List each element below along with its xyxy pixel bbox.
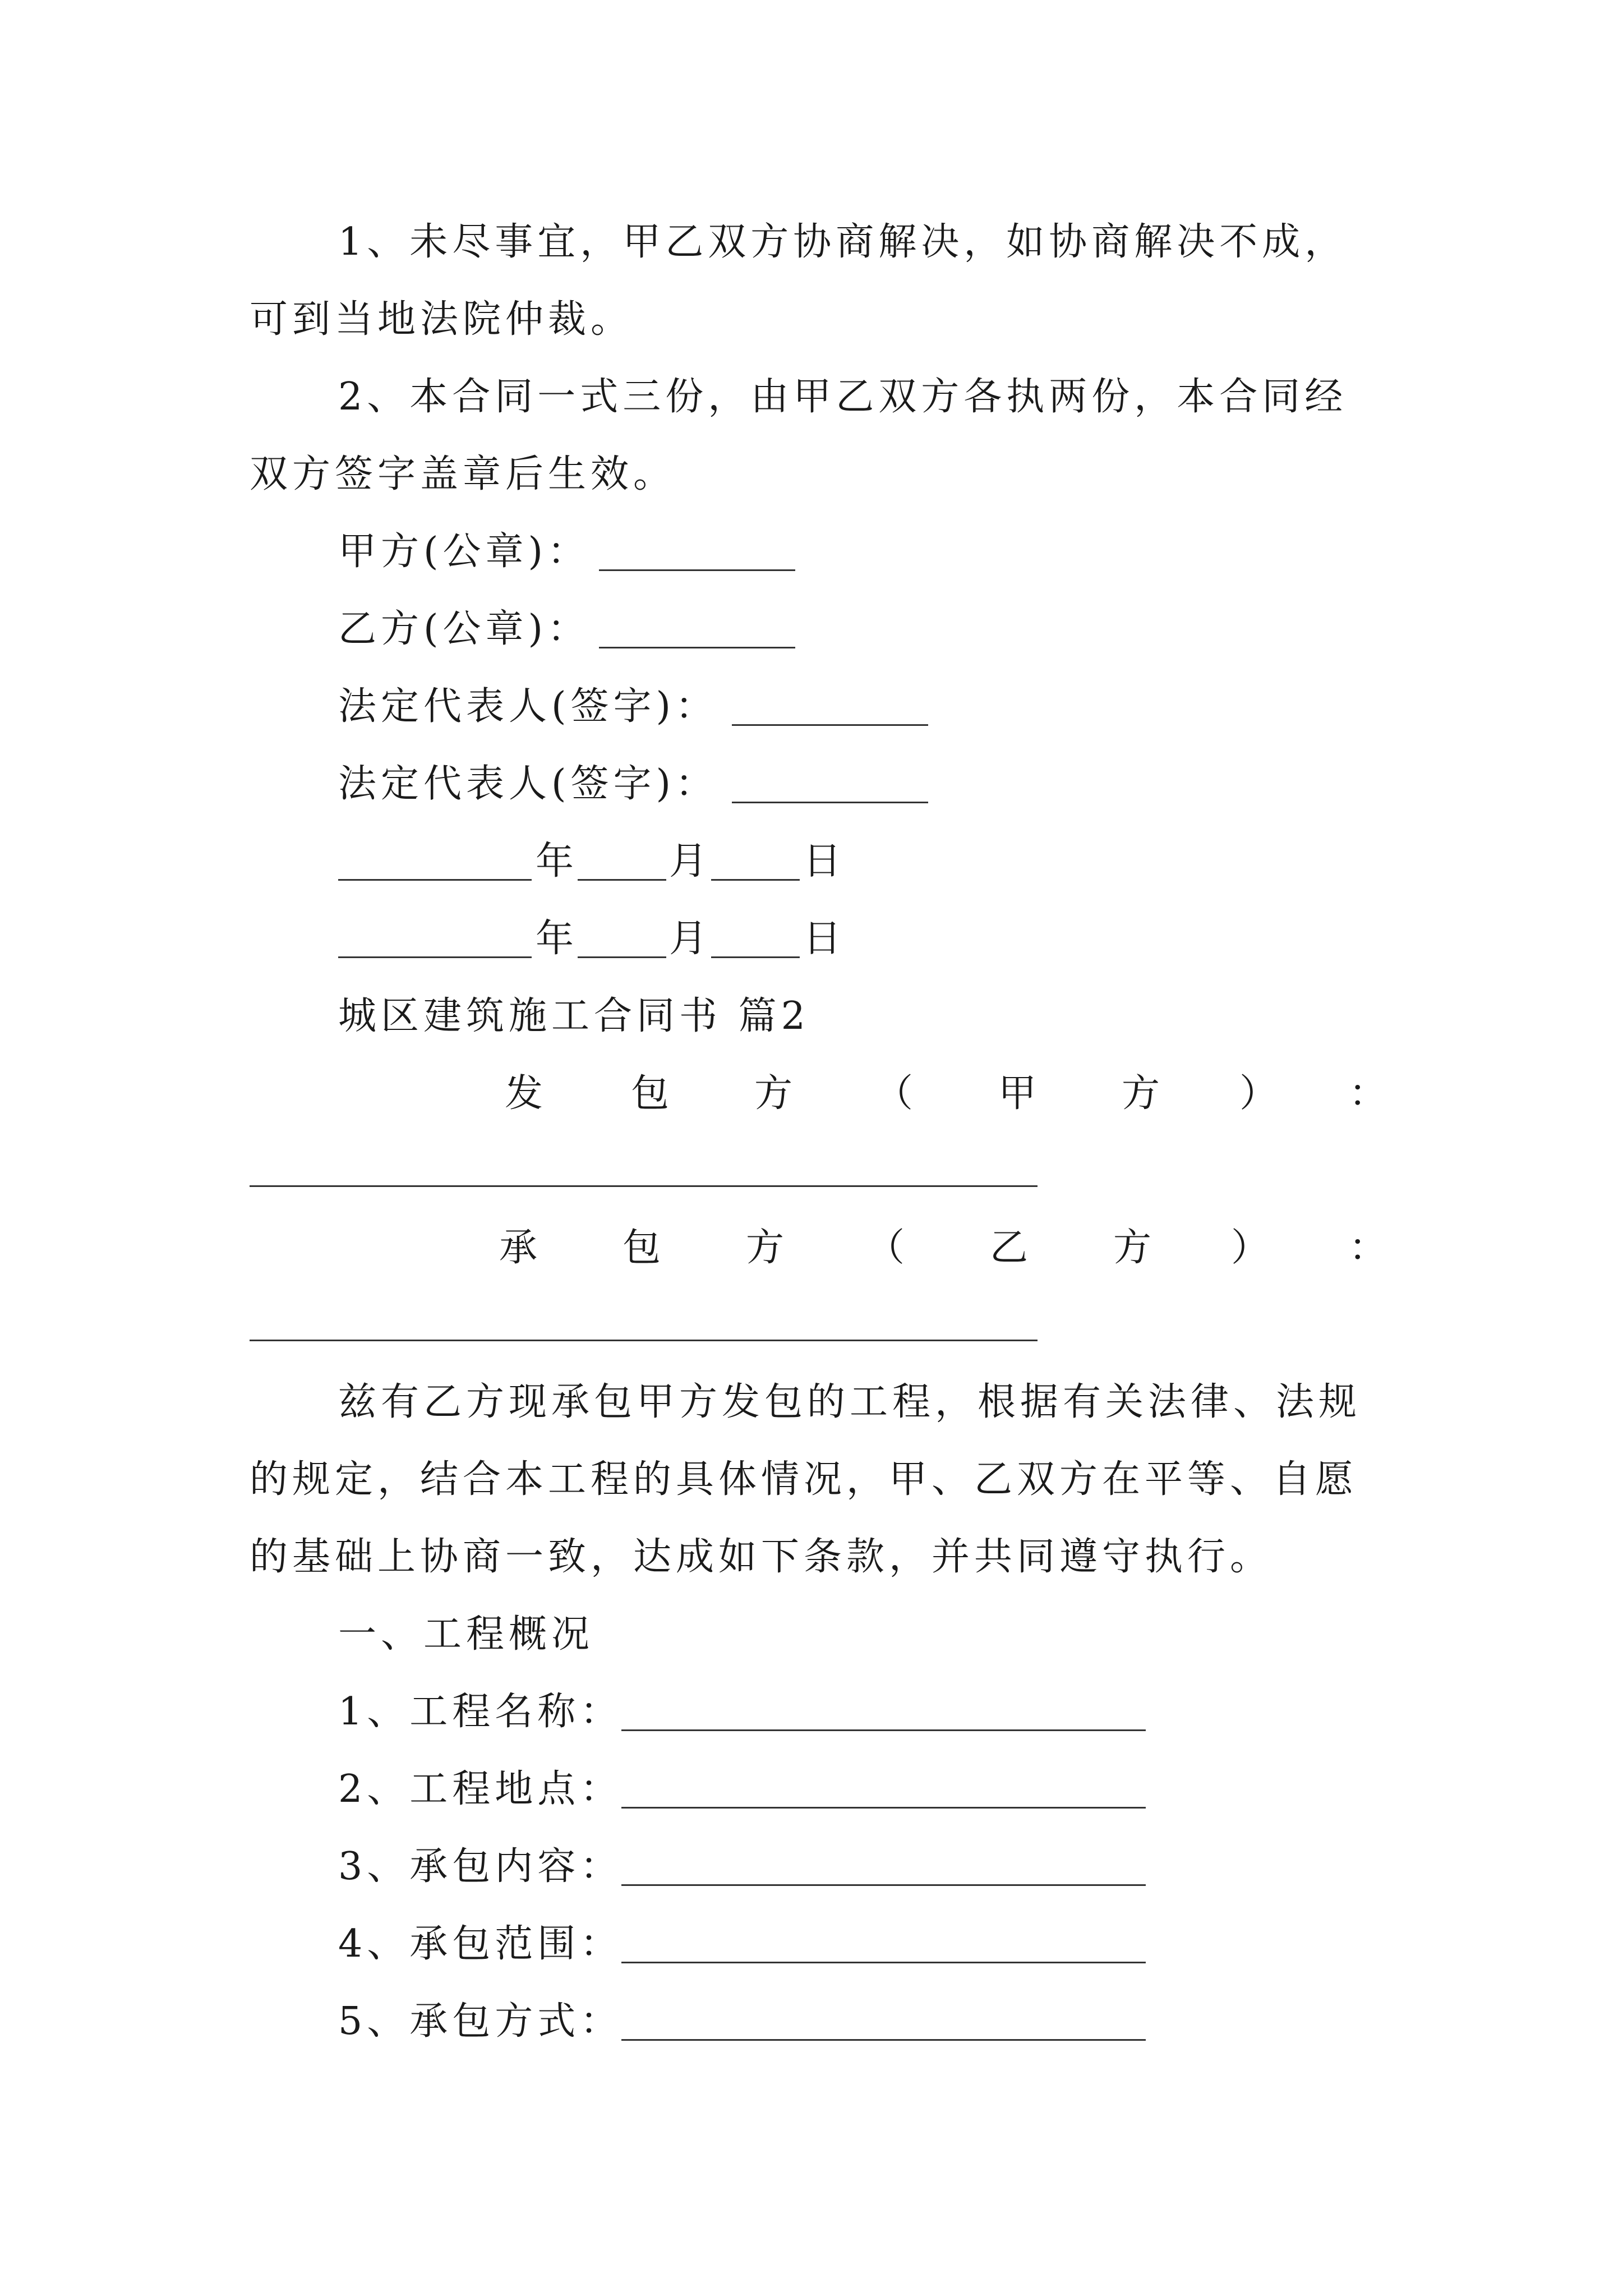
date-2-year-blank — [338, 956, 532, 958]
contract-content-blank — [621, 1884, 1146, 1886]
employer-blank — [250, 1185, 1038, 1187]
overview-item-contract-method: 5、承包方式： — [338, 1999, 623, 2044]
date-2-day-blank — [711, 956, 800, 958]
rep-a-sign-label: 法定代表人(签字)： — [338, 684, 718, 729]
employer-char: 甲 — [998, 1071, 1037, 1116]
date-1-day-blank — [711, 879, 800, 881]
preamble-line-2: 的规定，结合本工程的具体情况，甲、乙双方在平等、自愿 — [250, 1457, 1358, 1502]
date-1-year-blank — [338, 879, 532, 881]
date-1-year-label: 年 — [536, 839, 579, 884]
party-b-seal-blank — [599, 647, 795, 648]
employer-char: 包 — [631, 1071, 670, 1116]
contractor-char: 承 — [499, 1226, 538, 1270]
party-a-seal-label: 甲方(公章)： — [338, 530, 591, 574]
rep-b-sign-label: 法定代表人(签字)： — [338, 762, 718, 806]
overview-heading: 一、工程概况 — [338, 1612, 594, 1657]
date-2-month-label: 月 — [669, 917, 712, 961]
project-location-blank — [621, 1807, 1146, 1809]
employer-char: ） — [1239, 1071, 1278, 1116]
employer-char: 发 — [505, 1071, 543, 1116]
date-2-month-blank — [578, 956, 666, 958]
contractor-char: ： — [1349, 1226, 1387, 1270]
clause-1-line-2: 可到当地法院仲裁。 — [250, 297, 634, 342]
overview-item-contract-scope: 4、承包范围： — [338, 1922, 623, 1966]
contractor-blank — [250, 1340, 1038, 1341]
overview-item-contract-content: 3、承包内容： — [338, 1844, 623, 1889]
contractor-label-row — [250, 1226, 1387, 1270]
contractor-char: 方 — [746, 1226, 785, 1270]
section-title: 城区建筑施工合同书 篇2 — [338, 994, 810, 1038]
party-a-seal-blank — [599, 569, 795, 571]
employer-char: （ — [875, 1071, 914, 1116]
employer-char: 方 — [1122, 1071, 1160, 1116]
rep-a-sign-blank — [732, 724, 928, 726]
rep-b-sign-blank — [732, 802, 928, 803]
date-1-day-label: 日 — [803, 839, 846, 884]
clause-1-line-1: 1、未尽事宜，甲乙双方协商解决，如协商解决不成， — [338, 220, 1348, 264]
employer-label-row — [250, 1071, 1387, 1116]
contractor-char: 包 — [623, 1226, 661, 1270]
date-1-month-label: 月 — [669, 839, 712, 884]
contract-scope-blank — [621, 1962, 1146, 1963]
date-1-month-blank — [578, 879, 666, 881]
contractor-char: （ — [866, 1226, 905, 1270]
date-2-year-label: 年 — [536, 917, 579, 961]
date-2-day-label: 日 — [803, 917, 846, 961]
preamble-line-3: 的基础上协商一致，达成如下条款，并共同遵守执行。 — [250, 1535, 1273, 1579]
employer-char: 方 — [754, 1071, 793, 1116]
contractor-char: 乙 — [990, 1226, 1029, 1270]
contractor-char: 方 — [1113, 1226, 1152, 1270]
overview-item-project-name: 1、工程名称： — [338, 1690, 623, 1734]
overview-item-project-location: 2、工程地点： — [338, 1767, 623, 1811]
employer-char: ： — [1349, 1071, 1387, 1116]
party-b-seal-label: 乙方(公章)： — [338, 607, 591, 651]
clause-2-line-2: 双方签字盖章后生效。 — [250, 452, 676, 496]
contract-method-blank — [621, 2039, 1146, 2041]
clause-2-line-1: 2、本合同一式三份，由甲乙双方各执两份，本合同经 — [338, 375, 1348, 419]
preamble-line-1: 兹有乙方现承包甲方发包的工程，根据有关法律、法规 — [338, 1380, 1362, 1424]
contractor-char: ） — [1231, 1226, 1270, 1270]
project-name-blank — [621, 1729, 1146, 1731]
